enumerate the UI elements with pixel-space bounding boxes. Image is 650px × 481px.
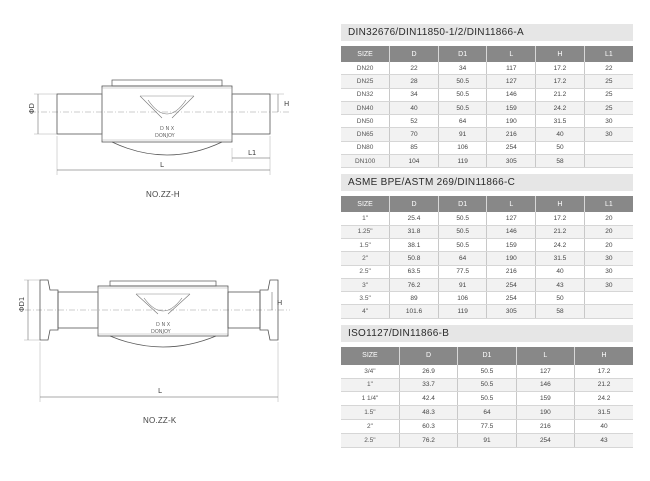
table-cell: 31.5: [536, 252, 585, 265]
table-cell: 50.5: [438, 88, 487, 101]
column-header: H: [536, 196, 585, 212]
table-cell: 76.2: [390, 278, 439, 291]
table-cell: 34: [438, 62, 487, 75]
table-cell: 26.9: [399, 365, 457, 378]
table-row: [341, 433, 633, 447]
table-row: [341, 101, 633, 114]
table-cell: 2.5": [341, 433, 399, 447]
table-cell: 3.5": [341, 292, 390, 305]
table-cell: [584, 305, 633, 318]
table-cell: 77.5: [458, 419, 516, 433]
table-row: [341, 406, 633, 420]
table-cell: 30: [584, 128, 633, 141]
table-cell: 58: [536, 155, 585, 168]
dim-h-label: H: [284, 100, 290, 108]
dim-h-label-bottom: H: [277, 299, 283, 307]
table-cell: 77.5: [438, 265, 487, 278]
table-cell: 254: [487, 292, 536, 305]
table-cell: 1.25": [341, 225, 390, 238]
table-row: [341, 62, 633, 75]
table-cell: 119: [438, 305, 487, 318]
sight-glass-drawing-weld: [0, 0, 335, 240]
table-cell: 64: [458, 406, 516, 420]
table-row: [341, 115, 633, 128]
table-cell: 64: [438, 252, 487, 265]
table-cell: 305: [487, 155, 536, 168]
table-cell: 17.2: [575, 365, 633, 378]
table-cell: 1.5": [341, 406, 399, 420]
table-cell: DN50: [341, 115, 390, 128]
dim-l-label-bottom: L: [158, 387, 162, 395]
table-cell: 50.5: [438, 225, 487, 238]
table-cell: 50.5: [438, 212, 487, 225]
table-cell: 216: [487, 128, 536, 141]
table-cell: 305: [487, 305, 536, 318]
table-cell: 31.5: [575, 406, 633, 420]
table-cell: 58: [536, 305, 585, 318]
table-cell: 146: [516, 378, 574, 392]
table-cell: 17.2: [536, 75, 585, 88]
table-cell: DN40: [341, 101, 390, 114]
table-cell: 21.2: [536, 225, 585, 238]
table-row: [341, 128, 633, 141]
table-cell: 91: [438, 278, 487, 291]
dim-l1-label: L1: [248, 149, 257, 157]
table-cell: 40: [536, 128, 585, 141]
table-cell: [584, 292, 633, 305]
table-cell: 190: [516, 406, 574, 420]
table-row: [341, 252, 633, 265]
brand-label: DONJOY: [155, 133, 175, 139]
brand-label-bottom: DONJOY: [151, 329, 171, 335]
column-header: D: [390, 196, 439, 212]
table-title: ASME BPE/ASTM 269/DIN11866-C: [341, 174, 633, 191]
table-cell: 146: [487, 225, 536, 238]
drawing-caption-top: NO.ZZ-H: [146, 190, 180, 199]
table-cell: 2": [341, 419, 399, 433]
table-cell: 216: [516, 419, 574, 433]
dimension-table-iso: [341, 347, 633, 448]
table-cell: 50.8: [390, 252, 439, 265]
table-cell: 40: [390, 101, 439, 114]
table-cell: 254: [487, 141, 536, 154]
table-cell: 20: [584, 212, 633, 225]
table-cell: 76.2: [399, 433, 457, 447]
table-cell: 2": [341, 252, 390, 265]
table-section-iso: [341, 325, 633, 448]
column-header: SIZE: [341, 196, 390, 212]
table-cell: 2.5": [341, 265, 390, 278]
table-row: [341, 238, 633, 251]
table-cell: 30: [584, 115, 633, 128]
table-cell: 127: [516, 365, 574, 378]
table-row: [341, 278, 633, 291]
table-row: [341, 225, 633, 238]
dimension-tables: [341, 24, 633, 454]
table-cell: 159: [516, 392, 574, 406]
table-cell: 24.2: [536, 101, 585, 114]
table-cell: 190: [487, 115, 536, 128]
table-row: [341, 378, 633, 392]
sight-glass-drawing-clamp: [0, 240, 335, 480]
table-cell: 159: [487, 101, 536, 114]
table-row: [341, 265, 633, 278]
table-cell: 17.2: [536, 62, 585, 75]
table-cell: 106: [438, 292, 487, 305]
table-cell: 40: [536, 265, 585, 278]
table-cell: 17.2: [536, 212, 585, 225]
table-cell: 25.4: [390, 212, 439, 225]
table-cell: 31.8: [390, 225, 439, 238]
table-row: [341, 155, 633, 168]
table-cell: 50.5: [458, 365, 516, 378]
table-cell: 20: [584, 238, 633, 251]
table-row: [341, 141, 633, 154]
table-cell: 43: [575, 433, 633, 447]
table-cell: DN25: [341, 75, 390, 88]
table-cell: 106: [438, 141, 487, 154]
svg-text:D N X: D N X: [156, 322, 171, 328]
table-cell: 101.6: [390, 305, 439, 318]
table-row: [341, 419, 633, 433]
column-header: L: [487, 46, 536, 62]
table-cell: 50.5: [458, 378, 516, 392]
column-header: D: [399, 347, 457, 365]
dimension-table-din: [341, 46, 633, 168]
column-header: D1: [458, 347, 516, 365]
table-cell: 50.5: [438, 238, 487, 251]
table-cell: 104: [390, 155, 439, 168]
table-cell: 40: [575, 419, 633, 433]
dim-d-label: ΦD: [28, 103, 36, 114]
column-header: SIZE: [341, 46, 390, 62]
table-cell: 42.4: [399, 392, 457, 406]
table-cell: 85: [390, 141, 439, 154]
dim-d1-label: ΦD1: [18, 296, 26, 312]
table-cell: 1": [341, 378, 399, 392]
table-cell: 24.2: [575, 392, 633, 406]
table-cell: 216: [487, 265, 536, 278]
column-header: L1: [584, 196, 633, 212]
dimension-table-asme: [341, 196, 633, 318]
table-cell: DN32: [341, 88, 390, 101]
table-cell: 91: [438, 128, 487, 141]
table-cell: 159: [487, 238, 536, 251]
table-cell: 22: [390, 62, 439, 75]
table-cell: 127: [487, 75, 536, 88]
table-row: [341, 212, 633, 225]
table-cell: 1.5": [341, 238, 390, 251]
table-cell: 1": [341, 212, 390, 225]
table-cell: 50.5: [438, 101, 487, 114]
column-header: L: [516, 347, 574, 365]
column-header: D1: [438, 196, 487, 212]
column-header: L: [487, 196, 536, 212]
table-row: [341, 292, 633, 305]
table-cell: 20: [584, 225, 633, 238]
table-cell: [584, 141, 633, 154]
table-cell: 3/4": [341, 365, 399, 378]
table-cell: 52: [390, 115, 439, 128]
column-header: H: [575, 347, 633, 365]
table-cell: 50: [536, 292, 585, 305]
drawing-caption-bottom: NO.ZZ-K: [143, 416, 177, 425]
column-header: H: [536, 46, 585, 62]
table-cell: 127: [487, 212, 536, 225]
table-cell: 28: [390, 75, 439, 88]
table-cell: 190: [487, 252, 536, 265]
table-section-din: [341, 24, 633, 168]
table-cell: 34: [390, 88, 439, 101]
table-cell: DN80: [341, 141, 390, 154]
table-cell: 30: [584, 278, 633, 291]
table-row: [341, 88, 633, 101]
table-cell: 89: [390, 292, 439, 305]
table-cell: 21.2: [575, 378, 633, 392]
table-title: ISO1127/DIN11866-B: [341, 325, 633, 342]
table-cell: [584, 155, 633, 168]
table-row: [341, 392, 633, 406]
table-cell: 50.5: [458, 392, 516, 406]
svg-text:D N X: D N X: [160, 126, 175, 132]
table-cell: DN100: [341, 155, 390, 168]
table-cell: 1 1/4": [341, 392, 399, 406]
column-header: D: [390, 46, 439, 62]
table-cell: 117: [487, 62, 536, 75]
table-cell: 254: [487, 278, 536, 291]
table-cell: 91: [458, 433, 516, 447]
table-row: [341, 365, 633, 378]
table-section-asme: [341, 174, 633, 318]
table-title: DIN32676/DIN11850-1/2/DIN11866-A: [341, 24, 633, 41]
table-cell: 146: [487, 88, 536, 101]
table-cell: 30: [584, 265, 633, 278]
table-cell: 33.7: [399, 378, 457, 392]
table-cell: 48.3: [399, 406, 457, 420]
table-row: [341, 75, 633, 88]
table-cell: 25: [584, 101, 633, 114]
table-cell: 4": [341, 305, 390, 318]
column-header: SIZE: [341, 347, 399, 365]
table-cell: 3": [341, 278, 390, 291]
table-cell: 30: [584, 252, 633, 265]
table-cell: 25: [584, 88, 633, 101]
table-cell: 63.5: [390, 265, 439, 278]
column-header: D1: [438, 46, 487, 62]
table-cell: DN65: [341, 128, 390, 141]
table-cell: 254: [516, 433, 574, 447]
dim-l-label: L: [160, 161, 164, 169]
table-cell: 24.2: [536, 238, 585, 251]
table-cell: 60.3: [399, 419, 457, 433]
table-cell: 64: [438, 115, 487, 128]
table-cell: 43: [536, 278, 585, 291]
table-cell: 50.5: [438, 75, 487, 88]
table-cell: DN20: [341, 62, 390, 75]
table-cell: 22: [584, 62, 633, 75]
table-cell: 70: [390, 128, 439, 141]
table-cell: 31.5: [536, 115, 585, 128]
table-cell: 25: [584, 75, 633, 88]
table-cell: 119: [438, 155, 487, 168]
table-cell: 50: [536, 141, 585, 154]
table-row: [341, 305, 633, 318]
table-cell: 21.2: [536, 88, 585, 101]
column-header: L1: [584, 46, 633, 62]
table-cell: 38.1: [390, 238, 439, 251]
